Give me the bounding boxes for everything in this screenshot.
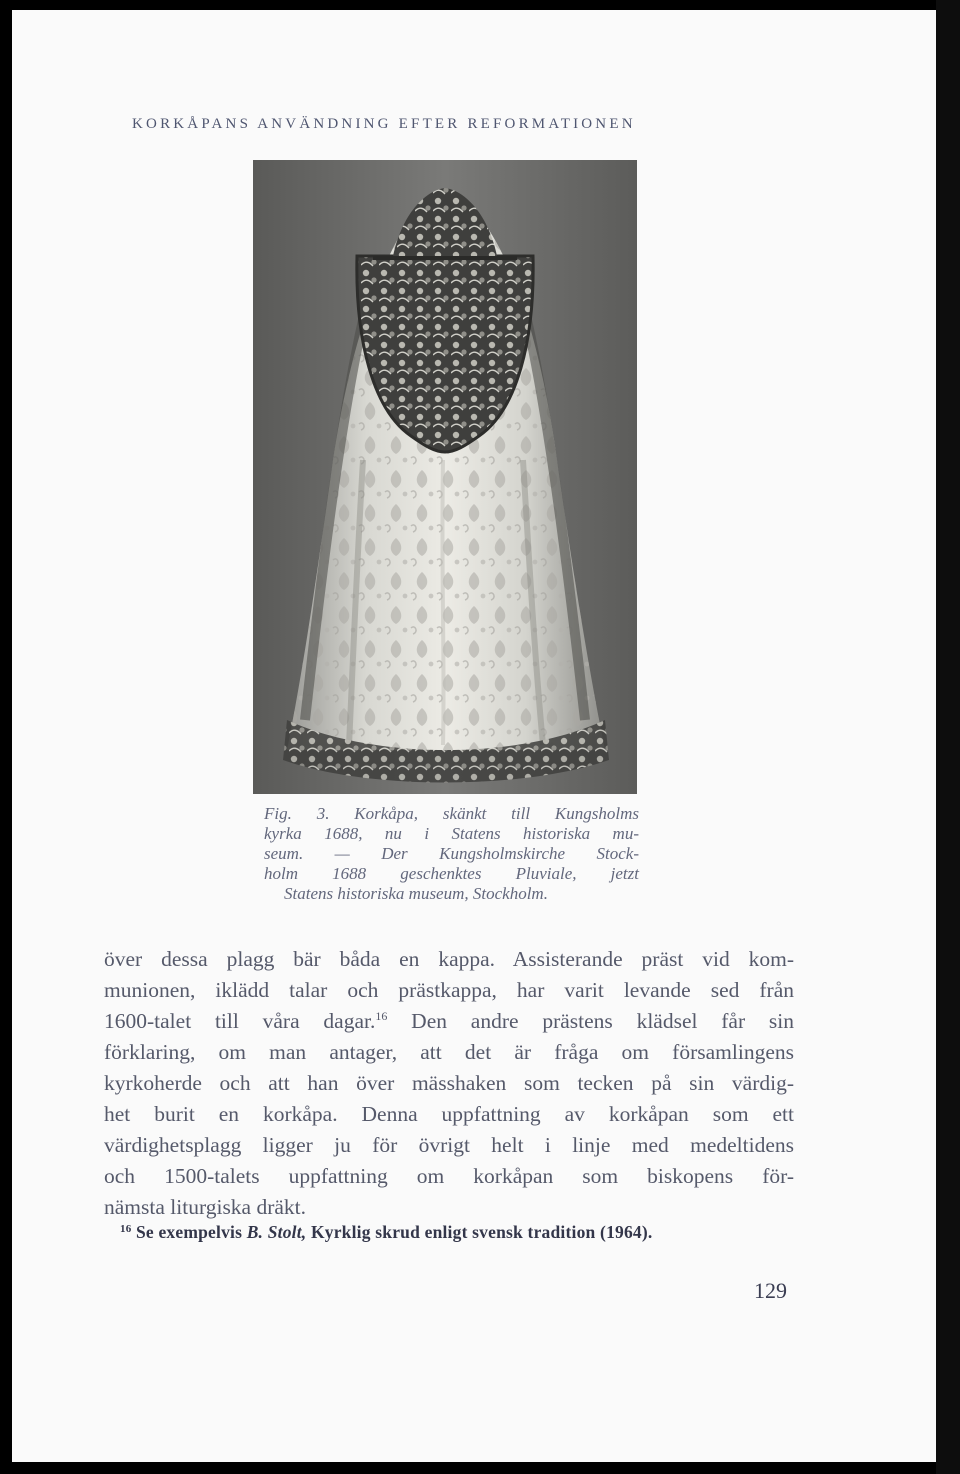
document-page bbox=[12, 10, 936, 1462]
body-line-part: Den andre prästens klädsel får sin bbox=[411, 1009, 794, 1033]
caption-line: Fig. 3. Korkåpa, skänkt till Kungsholms bbox=[264, 804, 639, 823]
body-line: förklaring, om man antager, att det är fråga om församlingens bbox=[104, 1040, 794, 1064]
caption-line: Statens historiska museum, Stockholm. bbox=[284, 884, 548, 903]
body-line: nämsta liturgiska dräkt. bbox=[104, 1195, 307, 1219]
cope-photograph bbox=[253, 160, 637, 794]
footnote-number: 16 bbox=[120, 1223, 132, 1235]
body-line: värdighetsplagg ligger ju för övrigt helt i linje med medeltidens bbox=[104, 1133, 794, 1157]
body-line: och 1500-talets uppfattning om korkåpan som biskopens för- bbox=[104, 1164, 794, 1188]
caption-line: holm 1688 geschenktes Pluviale, jetzt bbox=[264, 864, 639, 883]
caption-line: seum. — Der Kungsholmskirche Stock- bbox=[264, 844, 639, 863]
footnote-text-before: Se exempelvis bbox=[135, 1222, 243, 1242]
footnote-author: B. Stolt, bbox=[246, 1222, 307, 1242]
footnote-ref: 16 bbox=[375, 1009, 388, 1023]
body-line: över dessa plagg bär båda en kappa. Assisterande präst vid kom- bbox=[104, 947, 794, 971]
body-line: kyrkoherde och att han över mässhaken som tecken på sin värdig- bbox=[104, 1071, 794, 1095]
body-line: munionen, iklädd talar och prästkappa, har varit levande sed från bbox=[104, 978, 794, 1002]
scan-edge bbox=[936, 0, 960, 1474]
body-line: het burit en korkåpa. Denna uppfattning av korkåpan som ett bbox=[104, 1102, 794, 1126]
body-line bbox=[104, 1006, 794, 1037]
footnote bbox=[120, 1222, 652, 1243]
page-number: 129 bbox=[754, 1278, 787, 1303]
body-line-part: 1600-talet till våra dagar. bbox=[104, 1009, 376, 1033]
footnote-text-after: Kyrklig skrud enligt svensk tradition (1964). bbox=[310, 1222, 653, 1242]
figure-caption bbox=[264, 804, 639, 904]
caption-line: kyrka 1688, nu i Statens historiska mu- bbox=[264, 824, 639, 843]
running-head: KORKÅPANS ANVÄNDNING EFTER REFORMATIONEN bbox=[132, 116, 636, 132]
body-paragraph bbox=[104, 944, 794, 1223]
